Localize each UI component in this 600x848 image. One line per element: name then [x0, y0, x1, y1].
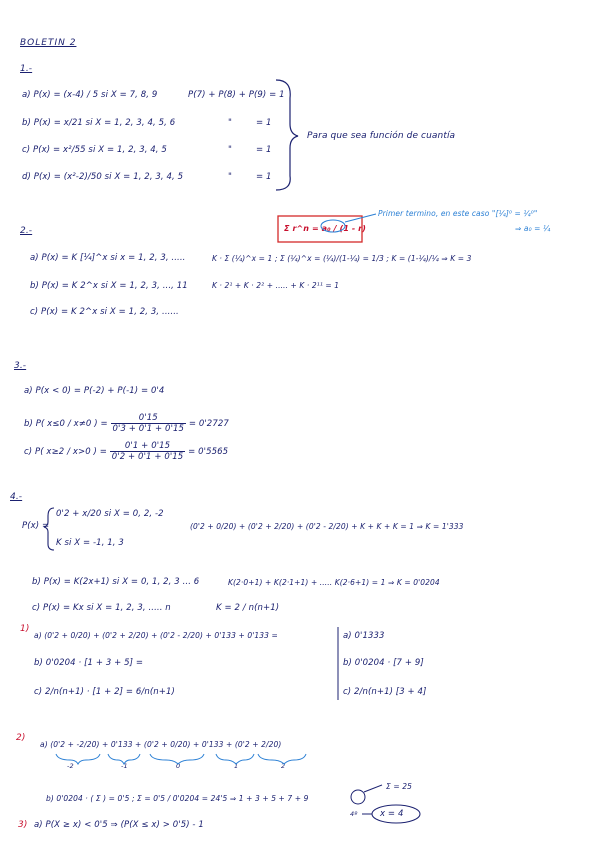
section-4-label: 4.-	[10, 492, 23, 502]
s3-b-fraction	[111, 413, 187, 434]
q1-item-a: a) (0'2 + 0/20) + (0'2 + 2/20) + (0'2 - 2/20) + 0'133 + 0'133 =	[34, 631, 278, 640]
a0-arrow	[345, 214, 376, 222]
q3-item-a: a) P(X ≥ x) < 0'5 ⇒ (P(X ≤ x) > 0'5) - 1	[34, 820, 204, 830]
q1-result-b: b) 0'0204 · [7 + 9]	[343, 658, 424, 668]
q2-brace-label-5: 2	[281, 762, 286, 770]
s3-c-lhs: c) P( x≥2 / x>0 ) =	[24, 447, 107, 457]
first-term-note: Primer termino, en este caso "[¼]⁰ = ¼⁰"	[378, 209, 538, 218]
q1-result-a: a) 0'1333	[343, 631, 385, 641]
s3-c-denominator: 0'2 + 0'1 + 0'15	[111, 452, 184, 462]
s1-item-b: b) P(x) = x/21 si X = 1, 2, 3, 4, 5, 6	[22, 118, 176, 128]
s4-k-value: K = 2 / n(n+1)	[216, 603, 280, 613]
s3-b-lhs: b) P( x≤0 / x≠0 ) =	[24, 419, 108, 429]
section-2-label: 2.-	[20, 226, 33, 236]
s2-item-b: b) P(x) = K 2^x si X = 1, 2, 3, ..., 11	[30, 281, 188, 291]
q2-brace-label-1: -2	[67, 762, 74, 770]
s3-b-result: = 0'2727	[188, 419, 229, 429]
s4-item-b-work: K(2·0+1) + K(2·1+1) + ..... K(2·6+1) = 1 ⇒ K = 0'0204	[228, 578, 440, 587]
s2-item-a: a) P(x) = K [¼]^x si x = 1, 2, 3, .....	[30, 253, 186, 263]
q1-item-b: b) 0'0204 · [1 + 3 + 5] =	[34, 658, 144, 668]
q2-label: 2)	[16, 733, 26, 743]
s1-ditto-b: "	[228, 118, 233, 128]
q2-brace-label-3: 0	[176, 762, 181, 770]
s3-b-denominator: 0'3 + 0'1 + 0'15	[112, 424, 185, 434]
q2-fourth-note: 4º	[350, 810, 358, 818]
s1-ditto-d: "	[228, 172, 233, 182]
s4-item-b: b) P(x) = K(2x+1) si X = 0, 1, 2, 3 ... 6	[32, 577, 200, 587]
nine-circle	[351, 790, 365, 804]
s3-c-fraction	[110, 441, 186, 462]
s3-item-c	[24, 441, 228, 462]
q1-result-c: c) 2/n(n+1) [3 + 4]	[343, 687, 427, 697]
s1-item-a-sum: P(7) + P(8) + P(9) = 1	[188, 90, 285, 100]
q2-item-b: b) 0'0204 · ( Σ ) = 0'5 ; Σ = 0'5 / 0'0204 = 24'5 ⇒ 1 + 3 + 5 + 7 + 9	[46, 794, 309, 803]
first-term-result: ⇒ a₀ = ¼	[515, 224, 551, 233]
q1-item-c: c) 2/n(n+1) · [1 + 2] = 6/n(n+1)	[34, 687, 175, 697]
q2-x-answer: x = 4	[380, 809, 404, 819]
s1-eq-b: = 1	[256, 118, 272, 128]
s1-note: Para que sea función de cuantía	[307, 131, 456, 141]
q3-label: 3)	[18, 820, 28, 830]
s4-case-1: 0'2 + x/20 si X = 0, 2, -2	[56, 509, 164, 519]
sigma-arrow	[364, 785, 382, 792]
s3-item-a: a) P(x < 0) = P(-2) + P(-1) = 0'4	[24, 386, 165, 396]
page-title: BOLETIN 2	[20, 38, 77, 48]
s1-ditto-c: "	[228, 145, 233, 155]
s2-item-b-work: K · 2¹ + K · 2² + ..... + K · 2¹¹ = 1	[212, 281, 340, 290]
section-3-label: 3.-	[14, 361, 27, 371]
s1-eq-d: = 1	[256, 172, 272, 182]
q2-brace-label-4: 1	[234, 762, 239, 770]
geometric-series-formula: Σ r^n = a₀ / (1 - r)	[284, 224, 366, 233]
s4-case-2: K si X = -1, 1, 3	[56, 538, 124, 548]
s1-item-a: a) P(x) = (x-4) / 5 si X = 7, 8, 9	[22, 90, 158, 100]
s3-c-numerator: 0'1 + 0'15	[110, 441, 186, 452]
q1-label: 1)	[20, 624, 30, 634]
section-1-label: 1.-	[20, 64, 33, 74]
q2-sigma-note: Σ = 25	[386, 782, 412, 791]
s3-c-result: = 0'5565	[188, 447, 229, 457]
s2-item-c: c) P(x) = K 2^x si X = 1, 2, 3, ......	[30, 307, 179, 317]
s3-b-numerator: 0'15	[111, 413, 187, 424]
s4-px: P(x) =	[22, 521, 50, 531]
q2-item-a: a) (0'2 + -2/20) + 0'133 + (0'2 + 0/20) + 0'133 + (0'2 + 2/20)	[40, 740, 282, 749]
s2-item-a-work: K · Σ (¼)^x = 1 ; Σ (¼)^x = (¼)/(1-¼) = 1/3 ; K = (1-¼)/¼ ⇒ K = 3	[212, 254, 472, 263]
s4-sum: (0'2 + 0/20) + (0'2 + 2/20) + (0'2 - 2/20) + K + K + K = 1 ⇒ K = 1'333	[190, 522, 464, 531]
s1-item-d: d) P(x) = (x²-2)/50 si X = 1, 2, 3, 4, 5	[22, 172, 184, 182]
q2-underbrace-1	[56, 754, 100, 764]
s4-item-c: c) P(x) = Kx si X = 1, 2, 3, ..... n	[32, 603, 171, 613]
s1-eq-c: = 1	[256, 145, 272, 155]
s1-item-c: c) P(x) = x²/55 si X = 1, 2, 3, 4, 5	[22, 145, 167, 155]
s3-item-b	[24, 413, 229, 434]
q2-brace-label-2: -1	[121, 762, 128, 770]
